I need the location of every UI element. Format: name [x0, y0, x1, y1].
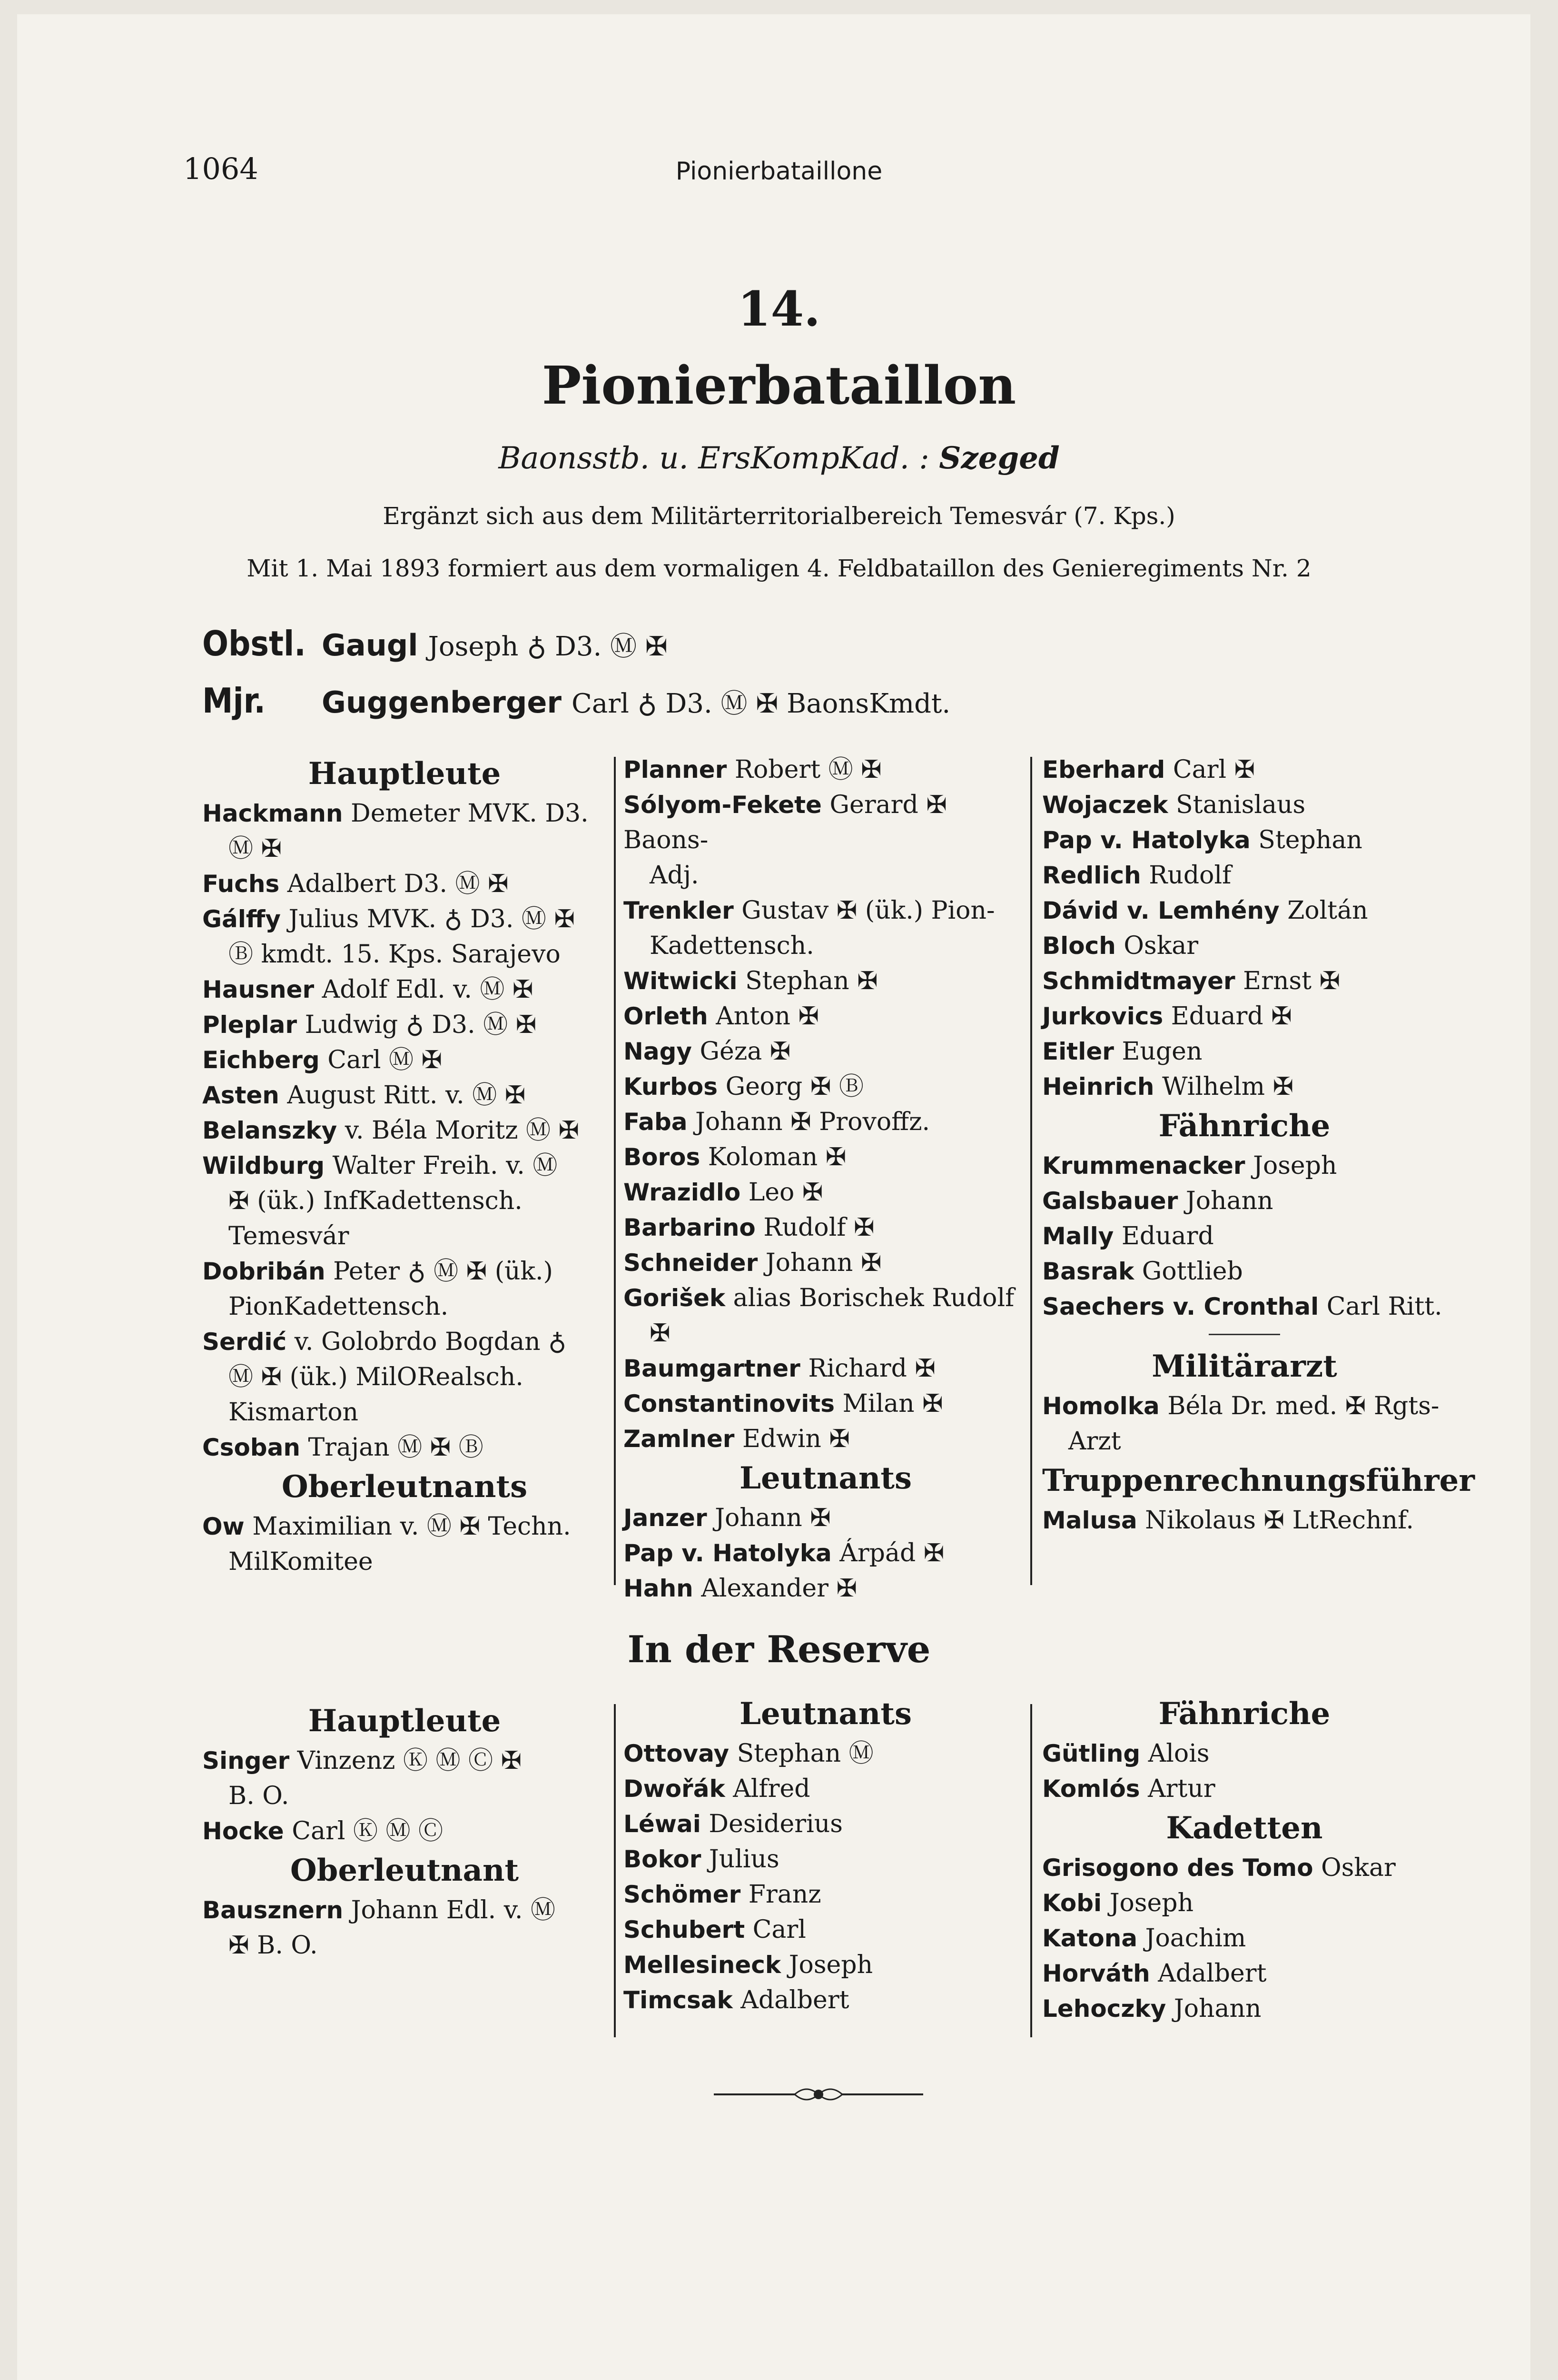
entry-details: v. Golobrdo Bogdan ♁	[294, 1328, 567, 1356]
list-item	[623, 1806, 1028, 1842]
recruitment-line: Ergänzt sich aus dem Militärterritorialbereich Temesvár (7. Kps.)	[383, 502, 1175, 530]
entry-details: Gottlieb	[1142, 1257, 1243, 1286]
list-item	[1042, 1219, 1447, 1254]
entry-details: Gerard ✠ Baons-	[623, 791, 947, 854]
list-item	[623, 1912, 1028, 1947]
entry-surname: Hocke	[202, 1817, 284, 1845]
heading-oberleutnants: Oberleutnants	[281, 1469, 528, 1505]
list-item	[202, 866, 607, 902]
list-item	[202, 1430, 607, 1465]
entry-details: Johann Edl. v. Ⓜ	[351, 1896, 555, 1924]
list-item	[1042, 928, 1447, 963]
list-item	[623, 1104, 1028, 1140]
list-item	[202, 1814, 607, 1849]
entry-details: Wilhelm ✠	[1162, 1072, 1294, 1101]
list-item	[1042, 893, 1447, 928]
column-divider	[1030, 757, 1032, 1585]
entry-continuation: ✠ (ük.) InfKadettensch.	[228, 1187, 523, 1215]
entry-details: Oskar	[1124, 932, 1199, 960]
entry-details: Nikolaus ✠ LtRechnf.	[1145, 1506, 1414, 1535]
reserve-title: In der Reserve	[627, 1628, 931, 1671]
list-item	[623, 1210, 1028, 1245]
entry-surname: Eitler	[1042, 1038, 1114, 1065]
entry-details: Eugen	[1122, 1037, 1203, 1066]
reserve-column-3	[1042, 1692, 1447, 2026]
entry-continuation: Kismarton	[228, 1398, 359, 1427]
entry-surname: Pap v. Hatolyka	[623, 1539, 832, 1567]
battalion-subtitle	[0, 440, 1558, 476]
entry-continuation: PionKadettensch.	[228, 1292, 449, 1321]
list-item	[202, 902, 607, 937]
heading-hauptleute: Hauptleute	[308, 756, 501, 792]
entry-details: alias Borischek Rudolf	[733, 1284, 1015, 1312]
entry-details: Peter ♁ Ⓜ ✠ (ük.)	[333, 1257, 553, 1286]
entry-surname: Baumgartner	[623, 1355, 800, 1382]
heading-truppenrechnungsfuehrer: Truppenrechnungsführer	[1042, 1463, 1475, 1498]
entry-details: Desiderius	[709, 1810, 843, 1838]
entry-surname: Lehoczky	[1042, 1995, 1166, 2023]
entry-details: Ernst ✠	[1243, 967, 1341, 995]
entry-details: Béla Dr. med. ✠ Rgts-	[1167, 1392, 1440, 1420]
entry-surname: Eberhard	[1042, 756, 1165, 783]
list-item	[1042, 1388, 1447, 1424]
entry-surname: Gálffy	[202, 905, 281, 933]
entry-surname: Schmidtmayer	[1042, 967, 1235, 995]
entry-surname: Witwicki	[623, 967, 738, 995]
staff-surname: Gaugl	[321, 628, 418, 663]
entry-surname: Dávid v. Lemhény	[1042, 897, 1280, 924]
entry-continuation: Adj.	[650, 861, 699, 890]
entry-surname: Mellesineck	[623, 1951, 781, 1979]
entry-surname: Hackmann	[202, 800, 343, 827]
entry-details: Milan ✠	[842, 1389, 943, 1418]
entry-details: Joseph	[789, 1951, 873, 1979]
entry-details: Gustav ✠ (ük.) Pion-	[741, 896, 995, 925]
entry-details: Leo ✠	[748, 1178, 823, 1207]
section-rule	[1209, 1334, 1280, 1335]
entry-details: Koloman ✠	[708, 1143, 847, 1171]
entry-surname: Komlós	[1042, 1775, 1140, 1803]
subtitle-city: Szeged	[939, 440, 1060, 476]
entry-details: Adalbert D3. Ⓜ ✠	[287, 870, 509, 898]
list-item	[202, 1254, 607, 1289]
entry-details: Robert Ⓜ ✠	[734, 755, 882, 784]
entry-details: Carl Ritt.	[1326, 1292, 1442, 1321]
entry-surname: Pap v. Hatolyka	[1042, 826, 1251, 854]
entry-surname: Hahn	[623, 1575, 693, 1602]
list-item	[202, 1078, 607, 1113]
entry-details: Eduard ✠	[1171, 1002, 1292, 1031]
entry-details: Oskar	[1321, 1854, 1396, 1882]
entry-details: Adolf Edl. v. Ⓜ ✠	[322, 975, 533, 1004]
entry-details: Georg ✠ Ⓑ	[725, 1072, 864, 1101]
entry-details: Edwin ✠	[742, 1425, 850, 1453]
list-item	[202, 1007, 607, 1042]
staff-details: Joseph ♁ D3. Ⓜ ✠	[428, 631, 668, 662]
entry-surname: Malusa	[1042, 1507, 1137, 1534]
page-number: 1064	[183, 151, 258, 186]
entry-surname: Faba	[623, 1108, 688, 1136]
list-item	[623, 1771, 1028, 1806]
list-item	[1042, 1771, 1447, 1806]
entry-surname: Kurbos	[623, 1073, 718, 1101]
staff-officer-2	[202, 681, 950, 721]
entry-continuation: ✠	[650, 1319, 671, 1348]
list-item	[1042, 1148, 1447, 1183]
entry-details: Alois	[1148, 1739, 1210, 1768]
heading-reserve-kadetten: Kadetten	[1166, 1810, 1323, 1846]
entry-surname: Redlich	[1042, 862, 1141, 889]
list-item	[1042, 1736, 1447, 1771]
list-item	[623, 1736, 1028, 1771]
entry-details: Carl	[752, 1915, 806, 1944]
entry-surname: Saechers v. Cronthal	[1042, 1293, 1319, 1320]
list-item	[202, 796, 607, 831]
entry-details: Carl Ⓜ ✠	[327, 1046, 443, 1074]
entry-surname: Bokor	[623, 1845, 701, 1873]
list-item	[202, 1148, 607, 1183]
list-item	[202, 1743, 607, 1778]
list-item	[202, 1324, 607, 1359]
entry-surname: Grisogono des Tomo	[1042, 1854, 1313, 1882]
list-item	[1042, 1183, 1447, 1219]
list-item	[623, 1140, 1028, 1175]
entry-surname: Timcsak	[623, 1986, 733, 2014]
list-item	[1042, 787, 1447, 823]
list-item	[623, 893, 1028, 928]
entry-details: Trajan Ⓜ ✠ Ⓑ	[308, 1433, 483, 1462]
list-item	[623, 1175, 1028, 1210]
entry-surname: Fuchs	[202, 870, 280, 898]
entry-surname: Serdić	[202, 1328, 287, 1356]
list-item	[202, 1113, 607, 1148]
entry-surname: Boros	[623, 1143, 700, 1171]
column-divider	[614, 757, 616, 1585]
running-title: Pionierbataillone	[675, 157, 883, 186]
entry-details: Vinzenz Ⓚ Ⓜ Ⓒ ✠	[297, 1746, 522, 1775]
entry-surname: Gütling	[1042, 1740, 1141, 1767]
entry-details: Zoltán	[1287, 896, 1368, 925]
list-item	[623, 1983, 1028, 2018]
entry-surname: Asten	[202, 1081, 279, 1109]
entry-surname: Léwai	[623, 1810, 701, 1838]
heading-reserve-faehnriche: Fähnriche	[1158, 1696, 1331, 1732]
list-item	[1042, 1991, 1447, 2026]
entry-details: Franz	[748, 1880, 821, 1909]
staff-surname: Guggenberger	[321, 685, 562, 720]
list-item	[1042, 1956, 1447, 1991]
list-item	[1042, 752, 1447, 787]
list-item	[202, 1042, 607, 1078]
entry-surname: Katona	[1042, 1924, 1138, 1952]
entry-details: August Ritt. v. Ⓜ ✠	[287, 1081, 526, 1110]
entry-details: Johann	[1173, 1994, 1262, 2023]
list-item	[623, 999, 1028, 1034]
staff-officer-1	[202, 624, 668, 664]
entry-details: Árpád ✠	[839, 1539, 945, 1567]
list-item	[623, 963, 1028, 999]
list-item	[1042, 1289, 1447, 1324]
entry-continuation: Temesvár	[228, 1222, 349, 1250]
list-item	[623, 1536, 1028, 1571]
staff-rank: Obstl.	[202, 624, 306, 664]
entry-surname: Pleplar	[202, 1011, 297, 1039]
heading-reserve-hauptleute: Hauptleute	[308, 1703, 501, 1739]
entry-continuation: ✠ B. O.	[228, 1931, 318, 1960]
entry-details: Stephan ✠	[745, 967, 878, 995]
entry-details: Joseph	[1109, 1889, 1194, 1917]
column-3	[1042, 752, 1475, 1538]
entry-surname: Krummenacker	[1042, 1152, 1245, 1180]
entry-details: Joseph	[1253, 1151, 1337, 1180]
list-item	[1042, 1034, 1447, 1069]
entry-details: Adalbert	[1158, 1959, 1267, 1988]
entry-surname: Csoban	[202, 1434, 300, 1461]
heading-reserve-oberleutnant: Oberleutnant	[290, 1853, 519, 1888]
column-divider	[614, 1704, 616, 2037]
entry-surname: Ottovay	[623, 1740, 730, 1767]
list-item	[623, 1034, 1028, 1069]
list-item	[1042, 823, 1447, 858]
entry-details: Alexander ✠	[701, 1574, 858, 1603]
list-item	[1042, 1254, 1447, 1289]
entry-surname: Homolka	[1042, 1392, 1160, 1420]
entry-surname: Trenkler	[623, 897, 734, 924]
entry-surname: Belanszky	[202, 1117, 337, 1144]
entry-continuation: Kadettensch.	[650, 932, 814, 960]
list-item	[623, 1877, 1028, 1912]
entry-details: Maximilian v. Ⓜ ✠ Techn.	[252, 1512, 571, 1541]
entry-surname: Singer	[202, 1747, 290, 1775]
entry-continuation: Ⓜ ✠ (ük.) MilORealsch.	[228, 1363, 523, 1391]
ornament-divider	[714, 2080, 923, 2109]
entry-surname: Bloch	[1042, 932, 1116, 960]
entry-surname: Wojaczek	[1042, 791, 1168, 819]
list-item	[623, 752, 1028, 787]
list-item	[623, 1245, 1028, 1280]
heading-militaerarzt: Militärarzt	[1152, 1349, 1337, 1384]
list-item	[623, 1386, 1028, 1421]
entry-details: Rudolf ✠	[763, 1213, 875, 1242]
entry-surname: Dobribán	[202, 1258, 325, 1285]
entry-details: Carl ✠	[1173, 755, 1255, 784]
entry-surname: Horváth	[1042, 1960, 1150, 1987]
list-item	[1042, 963, 1447, 999]
column-2	[623, 752, 1028, 1606]
entry-continuation: B. O.	[228, 1782, 289, 1810]
list-item	[1042, 1850, 1447, 1885]
entry-surname: Zamlner	[623, 1425, 735, 1453]
list-item	[1042, 1069, 1447, 1104]
entry-details: Artur	[1148, 1775, 1215, 1803]
list-item	[623, 1500, 1028, 1536]
entry-continuation: Ⓜ ✠	[228, 834, 282, 863]
entry-details: Johann ✠	[715, 1504, 831, 1532]
entry-details: Anton ✠	[716, 1002, 819, 1031]
entry-continuation: Ⓑ kmdt. 15. Kps. Sarajevo	[228, 940, 561, 969]
entry-surname: Constantinovits	[623, 1390, 835, 1418]
entry-details: Stanislaus	[1176, 791, 1306, 819]
entry-surname: Orleth	[623, 1002, 708, 1030]
entry-details: Adalbert	[740, 1986, 849, 2014]
reserve-column-2	[623, 1692, 1028, 2018]
entry-details: Walter Freih. v. Ⓜ	[332, 1151, 558, 1180]
list-item	[623, 787, 1028, 858]
entry-continuation: MilKomitee	[228, 1547, 373, 1576]
entry-continuation: Arzt	[1068, 1427, 1121, 1456]
entry-surname: Mally	[1042, 1222, 1114, 1250]
entry-surname: Heinrich	[1042, 1073, 1154, 1101]
heading-reserve-leutnants: Leutnants	[740, 1696, 912, 1732]
entry-surname: Eichberg	[202, 1046, 320, 1074]
staff-rank: Mjr.	[202, 681, 266, 721]
entry-details: v. Béla Moritz Ⓜ ✠	[345, 1116, 580, 1145]
list-item	[623, 1280, 1028, 1316]
column-divider	[1030, 1704, 1032, 2037]
entry-surname: Galsbauer	[1042, 1187, 1178, 1215]
entry-details: Rudolf	[1149, 861, 1232, 890]
list-item	[623, 1069, 1028, 1104]
entry-details: Stephan Ⓜ	[737, 1739, 874, 1768]
heading-leutnants: Leutnants	[740, 1460, 912, 1496]
list-item	[1042, 1503, 1447, 1538]
entry-surname: Planner	[623, 756, 727, 783]
entry-surname: Gorišek	[623, 1284, 726, 1312]
list-item	[1042, 1885, 1447, 1921]
entry-details: Alfred	[733, 1775, 810, 1803]
list-item	[623, 1947, 1028, 1983]
list-item	[1042, 999, 1447, 1034]
entry-surname: Janzer	[623, 1504, 707, 1532]
entry-surname: Sólyom-Fekete	[623, 791, 822, 819]
entry-details: Johann	[1185, 1187, 1273, 1215]
list-item	[202, 972, 607, 1007]
subtitle-left: Baonsstb. u. ErsKompKad. :	[498, 441, 929, 476]
entry-surname: Jurkovics	[1042, 1002, 1164, 1030]
entry-details: Johann ✠	[765, 1249, 882, 1277]
list-item	[623, 1351, 1028, 1386]
entry-surname: Schömer	[623, 1881, 741, 1908]
heading-faehnriche: Fähnriche	[1158, 1108, 1331, 1144]
column-1	[202, 752, 607, 1579]
list-item	[623, 1842, 1028, 1877]
entry-details: Joachim	[1145, 1924, 1246, 1953]
list-item	[202, 1509, 607, 1544]
entry-details: Ludwig ♁ D3. Ⓜ ✠	[305, 1011, 537, 1039]
entry-surname: Wrazidlo	[623, 1179, 741, 1206]
list-item	[1042, 1921, 1447, 1956]
entry-surname: Barbarino	[623, 1214, 756, 1241]
entry-details: Stephan	[1258, 826, 1362, 854]
entry-details: Richard ✠	[808, 1354, 936, 1383]
entry-surname: Schneider	[623, 1249, 758, 1277]
entry-details: Johann ✠ Provoffz.	[695, 1108, 930, 1136]
entry-surname: Nagy	[623, 1038, 692, 1065]
entry-details: Julius	[709, 1845, 779, 1874]
list-item	[1042, 858, 1447, 893]
entry-surname: Ow	[202, 1513, 245, 1540]
battalion-title: Pionierbataillon	[542, 355, 1016, 416]
list-item	[623, 1421, 1028, 1457]
entry-surname: Basrak	[1042, 1258, 1134, 1285]
entry-surname: Wildburg	[202, 1152, 325, 1180]
entry-details: Carl Ⓚ Ⓜ Ⓒ	[292, 1817, 444, 1845]
entry-surname: Kobi	[1042, 1889, 1102, 1917]
entry-surname: Dwořák	[623, 1775, 725, 1803]
entry-details: Demeter MVK. D3.	[351, 799, 589, 828]
battalion-number: 14.	[738, 281, 820, 337]
staff-details: Carl ♁ D3. Ⓜ ✠ BaonsKmdt.	[571, 688, 951, 719]
list-item	[202, 1893, 607, 1928]
entry-details: Eduard	[1121, 1222, 1214, 1250]
formation-line: Mit 1. Mai 1893 formiert aus dem vormaligen 4. Feldbataillon des Genieregiments Nr. 2	[247, 555, 1311, 582]
list-item	[623, 1571, 1028, 1606]
entry-surname: Hausner	[202, 976, 315, 1003]
entry-details: Julius MVK. ♁ D3. Ⓜ ✠	[288, 905, 575, 933]
reserve-column-1	[202, 1699, 607, 1963]
entry-details: Géza ✠	[700, 1037, 791, 1066]
entry-surname: Schubert	[623, 1916, 745, 1944]
entry-surname: Bausznern	[202, 1896, 344, 1924]
